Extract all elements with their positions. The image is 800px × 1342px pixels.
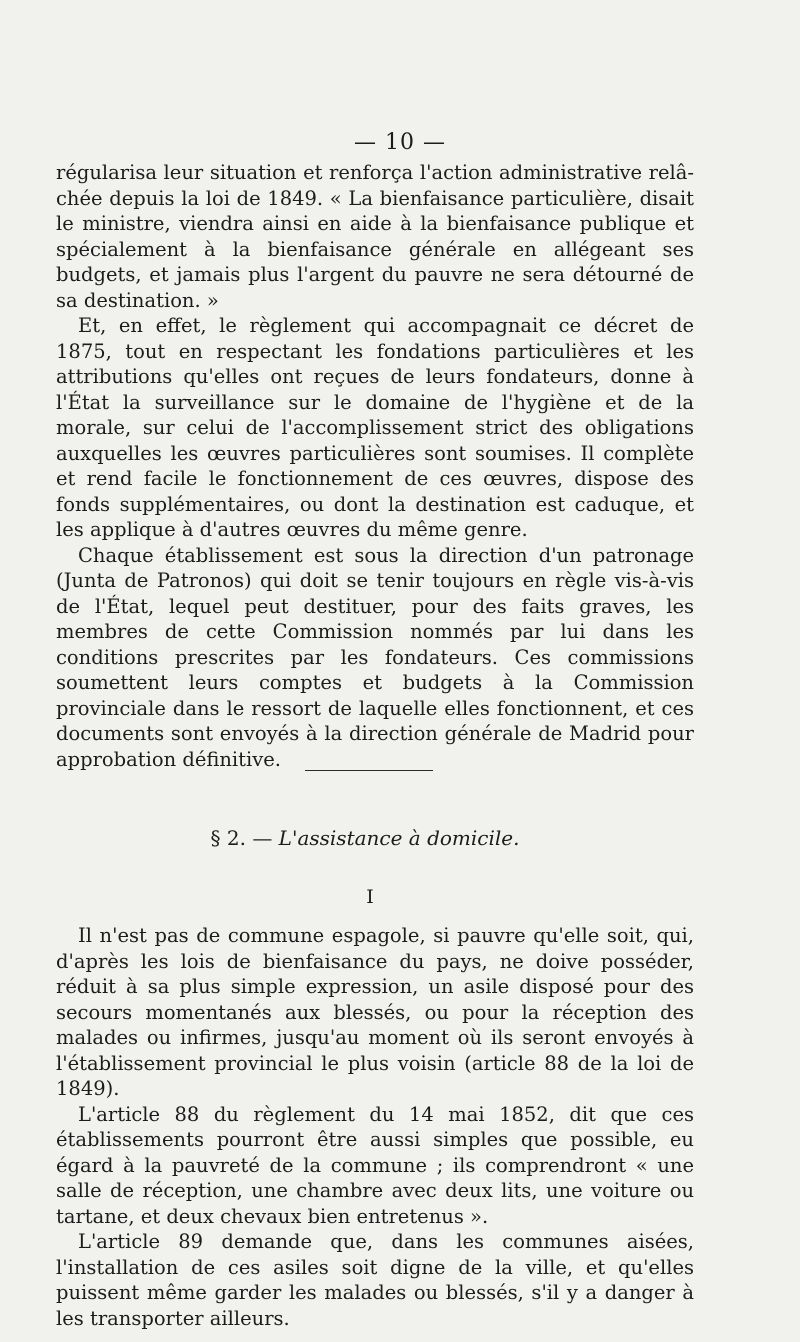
subsection-numeral: I bbox=[366, 886, 374, 908]
page-number: — 10 — bbox=[354, 130, 446, 155]
section-heading bbox=[0, 826, 730, 850]
paragraph-reglement: Et, en effet, le règlement qui accompagnait ce décret de 1875, tout en respectant les fondations particulières et les attributions qu'elles ont reçues de leurs fondateurs, donne à l'État la surveillance sur le domaine de l'hygiène et de la morale, sur celui de l'accomplissement strict des obligations auxquelles les œuvres particulières sont soumises. Il complète et rend facile le fonctionnement de ces œuvres, dispose des fonds supplémentaires, ou dont la destination est caduque, et les applique à d'autres œuvres du même genre. bbox=[56, 314, 694, 541]
paragraph-asile: Il n'est pas de commune espagole, si pauvre qu'elle soit, qui, d'après les lois de bienfaisance du pays, ne doive posséder, réduit à sa plus simple expression, un asile disposé pour des secours momentanés aux blessés, ou pour la réception des malades ou infirmes, jusqu'au moment où ils seront envoyés à l'établissement provincial le plus voisin (article 88 de la loi de 1849). bbox=[56, 924, 694, 1100]
paragraph-article-88: L'article 88 du règlement du 14 mai 1852, dit que ces établissements pourront être aussi simples que possible, eu égard à la pauvreté de la commune ; ils comprendront « une salle de réception, une chambre avec deux lits, une voiture ou tartane, et deux chevaux bien entretenus ». bbox=[56, 1102, 694, 1228]
section-number: § 2. — bbox=[210, 826, 273, 850]
paragraph-continuation: régularisa leur situation et renforça l'action administrative relâchée depuis la loi de 1849. « La bienfaisance particulière, disait le ministre, viendra ainsi en aide à la bienfaisance publique et spécialement à la bienfaisance générale en allégeant ses budgets, et jamais plus l'argent du pauvre ne sera détourné de sa destination. » bbox=[56, 161, 694, 312]
section-divider bbox=[305, 770, 433, 771]
section-text-block bbox=[56, 923, 694, 1331]
paragraph-article-89: L'article 89 demande que, dans les communes aisées, l'installation de ces asiles soit digne de la ville, et qu'elles puissent même garder les malades ou blessés, s'il y a danger à les transporter ailleurs. bbox=[56, 1230, 694, 1330]
intro-text-block bbox=[56, 160, 694, 772]
paragraph-patronage: Chaque établissement est sous la direction d'un patronage (Junta de Patronos) qui doit se tenir toujours en règle vis-à-vis de l'État, lequel peut destituer, pour des faits graves, les membres de cette Commission nommés par lui dans les conditions prescrites par les fondateurs. Ces commissions soumettent leurs comptes et budgets à la Commission provinciale dans le ressort de laquelle elles fonctionnent, et ces documents sont envoyés à la direction générale de Madrid pour approbation définitive. bbox=[56, 543, 694, 771]
section-title: L'assistance à domicile. bbox=[278, 826, 520, 850]
